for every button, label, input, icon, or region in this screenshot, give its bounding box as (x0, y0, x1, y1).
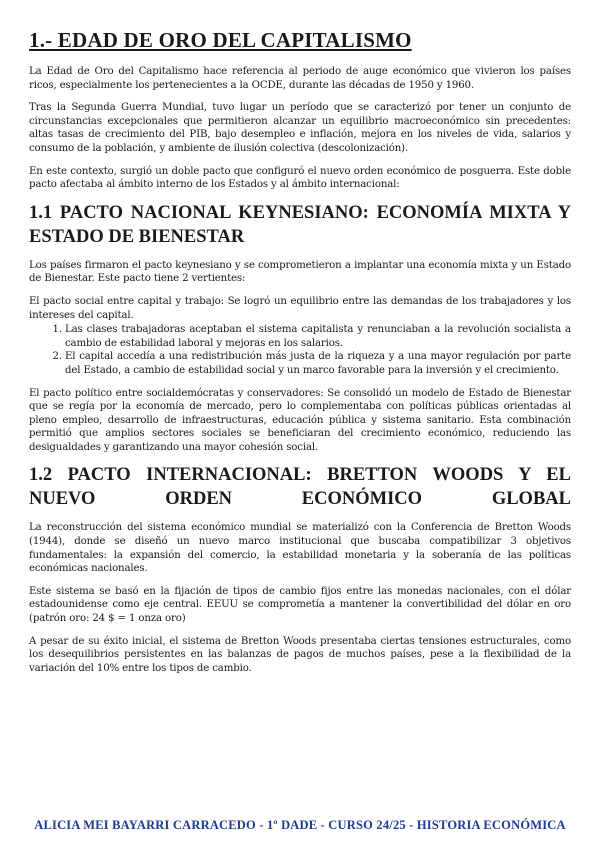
page-footer: ALICIA MEI BAYARRI CARRACEDO - 1º DADE - CURSO 24/25 - HISTORIA ECONÓMICA (34, 818, 566, 832)
section-1-1-paragraph-1: Los países firmaron el pacto keynesiano y se comprometieron a implantar una economía mixta y un Estado de Bienestar. Este pacto tiene 2 vertientes: (29, 259, 571, 285)
section-1-1-paragraph-2: El pacto social entre capital y trabajo: Se logró un equilibrio entre las demandas de los trabajadores y los intereses del capital. (29, 295, 571, 321)
document-page (29, 28, 571, 684)
section-1-1-list (29, 323, 571, 377)
section-1-paragraph-1: La Edad de Oro del Capitalismo hace referencia al periodo de auge económico que vivieron los países ricos, especialmente los pertenecientes a la OCDE, durante las décadas de 1950 y 1960. (29, 66, 571, 91)
section-1-2-paragraph-2: Este sistema se basó en la fijación de tipos de cambio fijos entre las monedas nacionales, con el dólar estadounidense como eje central. EEUU se comprometía a mantener la convertibilidad del dólar en oro (patrón oro: 24 $ = 1 onza oro) (29, 585, 571, 625)
section-1-2-paragraph-3: A pesar de su éxito inicial, el sistema de Bretton Woods presentaba ciertas tensiones estructurales, como los desequilibrios persistentes en las balanzas de pagos de muchos países, pese a la flexibilidad de la variación del 10% entre los tipos de cambio. (29, 635, 571, 674)
list-item: 2. El capital accedía a una redistribución más justa de la riqueza y a una mayor regulación por parte del Estado, a cambio de estabilidad social y un marco favorable para la inversión y el crecimiento. (65, 350, 571, 377)
section-1-paragraph-3: En este contexto, surgió un doble pacto que configuró el nuevo orden económico de posguerra. Este doble pacto afectaba al ámbito interno de los Estados y al ámbito internacional: (29, 165, 571, 191)
section-1-1-title: 1.1 PACTO NACIONAL KEYNESIANO: ECONOMÍA MIXTA Y ESTADO DE BIENESTAR (29, 202, 571, 247)
list-item: 1. Las clases trabajadoras aceptaban el sistema capitalista y renunciaban a la revolución socialista a cambio de estabilidad laboral y mejoras en los salarios. (65, 323, 571, 350)
section-1-2-title: 1.2 PACTO INTERNACIONAL: BRETTON WOODS Y EL NUEVO ORDEN ECONÓMICO GLOBAL (29, 465, 571, 510)
section-1-2-paragraph-1: La reconstrucción del sistema económico mundial se materializó con la Conferencia de Bretton Woods (1944), donde se diseñó un nuevo marco institucional que buscaba compatibilizar 3 objetivos fundamentales: la expansión del comercio, la estabilidad monetaria y la soberanía de las políticas económicas nacionales. (29, 522, 571, 575)
section-1-paragraph-2: Tras la Segunda Guerra Mundial, tuvo lugar un período que se caracterizó por tener un conjunto de circunstancias excepcionales que permitieron alcanzar un equilibrio macroeconómico sin precedentes: altas tasas de crecimiento del PIB, bajo desempleo e inflación, mejora en los niveles de vida, salarios y consumo de la población, y ambiente de ilusión colectiva (descolonización). (29, 102, 571, 154)
section-1-1-paragraph-3: El pacto político entre socialdemócratas y conservadores: Se consolidó un modelo de Estado de Bienestar que se regía por la economía de mercado, pero lo complementaba con políticas públicas orientadas al pleno empleo, desarrollo de infraestructuras, educación pública y sistema sanitario. Esta combinación permitió que amplios sectores sociales se beneficiaran del crecimiento económico, reduciendo las desigualdades y garantizando una mayor cohesión social. (29, 387, 571, 453)
section-1-title: 1.- EDAD DE ORO DEL CAPITALISMO (29, 28, 412, 52)
